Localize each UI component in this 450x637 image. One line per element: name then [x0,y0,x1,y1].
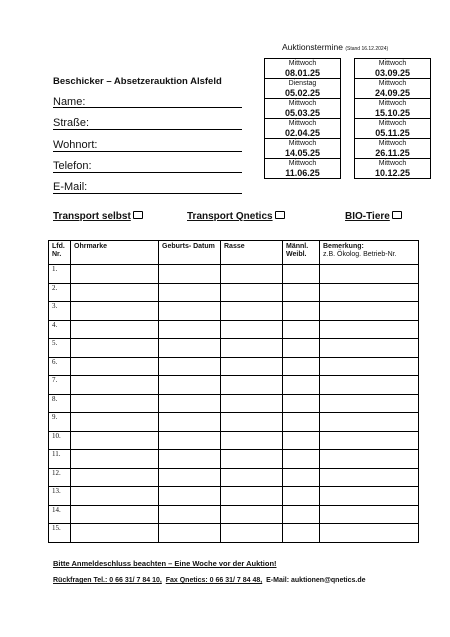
geburtsdatum-cell[interactable] [159,357,221,376]
schedule-date-cell [265,159,341,179]
geburtsdatum-cell[interactable] [159,320,221,339]
schedule-date-cell [355,139,431,159]
transport-qnetics-option[interactable] [187,211,285,222]
ohrmarke-cell[interactable] [71,450,159,469]
contact-phone: Rückfragen Tel.: 0 66 31/ 7 84 10, [53,577,162,584]
auction-schedule-table [264,58,431,179]
schedule-date: 14.05.25 [284,148,321,158]
schedule-weekday: Mittwoch [378,160,407,167]
schedule-weekday: Mittwoch [288,160,317,167]
field-label-wohnort: Wohnort: [53,139,98,151]
geburtsdatum-cell[interactable] [159,450,221,469]
geschlecht-cell[interactable] [283,431,320,450]
geschlecht-cell[interactable] [283,468,320,487]
table-row [49,320,419,339]
schedule-weekday: Mittwoch [378,140,407,147]
row-number: 6. [49,357,71,376]
geburtsdatum-cell[interactable] [159,431,221,450]
schedule-date-cell [265,59,341,79]
row-number: 12. [49,468,71,487]
schedule-weekday: Dienstag [288,80,317,87]
geburtsdatum-cell[interactable] [159,524,221,543]
contact-email: E-Mail: auktionen@qnetics.de [266,577,366,584]
schedule-gap [341,139,355,159]
geschlecht-cell[interactable] [283,357,320,376]
geschlecht-cell[interactable] [283,413,320,432]
schedule-weekday: Mittwoch [378,80,407,87]
bemerkung-cell[interactable] [320,413,419,432]
field-label-telefon: Telefon: [53,160,92,172]
header-bemerkung [320,241,419,265]
schedule-date-cell [265,79,341,99]
bemerkung-cell[interactable] [320,302,419,321]
ohrmarke-cell[interactable] [71,487,159,506]
schedule-weekday: Mittwoch [378,100,407,107]
geburtsdatum-cell[interactable] [159,302,221,321]
bemerkung-cell[interactable] [320,450,419,469]
rasse-cell[interactable] [221,524,283,543]
table-row [49,413,419,432]
geschlecht-cell[interactable] [283,394,320,413]
table-row [49,524,419,543]
rasse-cell[interactable] [221,357,283,376]
geburtsdatum-cell[interactable] [159,468,221,487]
schedule-stand: (Stand 16.12.2024) [345,46,389,52]
bemerkung-cell[interactable] [320,357,419,376]
schedule-date-cell [265,119,341,139]
field-line-wohnort[interactable] [53,151,242,152]
table-row [49,394,419,413]
schedule-weekday: Mittwoch [288,100,317,107]
ohrmarke-cell[interactable] [71,505,159,524]
deadline-note: Bitte Anmeldeschluss beachten – Eine Woche vor der Auktion! [53,559,277,568]
ohrmarke-cell[interactable] [71,431,159,450]
table-row [49,431,419,450]
schedule-weekday: Mittwoch [288,60,317,67]
rasse-cell[interactable] [221,505,283,524]
schedule-gap [341,119,355,139]
schedule-weekday: Mittwoch [288,140,317,147]
geschlecht-cell[interactable] [283,339,320,358]
rasse-cell[interactable] [221,413,283,432]
row-number: 5. [49,339,71,358]
ohrmarke-cell[interactable] [71,524,159,543]
header-bemerkung-title: Bemerkung: [323,243,364,250]
schedule-date: 02.04.25 [284,128,321,138]
bio-checkbox[interactable] [392,211,402,219]
table-row [49,468,419,487]
schedule-date: 05.11.25 [375,128,410,138]
table-row [49,487,419,506]
ohrmarke-cell[interactable] [71,357,159,376]
rasse-cell[interactable] [221,320,283,339]
schedule-row [265,79,431,99]
schedule-date-cell [355,99,431,119]
header-geschlecht: Männl. Weibl. [283,241,320,265]
geburtsdatum-cell[interactable] [159,487,221,506]
field-label-strasse: Straße: [53,117,90,129]
rasse-cell[interactable] [221,394,283,413]
geburtsdatum-cell[interactable] [159,394,221,413]
bemerkung-cell[interactable] [320,431,419,450]
geschlecht-cell[interactable] [283,524,320,543]
table-row [49,302,419,321]
schedule-date: 10.12.25 [374,168,411,178]
geburtsdatum-cell[interactable] [159,265,221,284]
schedule-date: 15.10.25 [374,108,411,118]
bio-option[interactable] [345,211,402,222]
bemerkung-cell[interactable] [320,394,419,413]
header-bemerkung-hint: z.B. Ökolog. Betrieb-Nr. [323,251,397,258]
contact-fax: Fax Qnetics: 0 66 31/ 7 84 48, [165,577,263,584]
rasse-cell[interactable] [221,450,283,469]
schedule-date: 03.09.25 [374,68,411,78]
row-number: 2. [49,283,71,302]
ohrmarke-cell[interactable] [71,468,159,487]
schedule-date-cell [265,99,341,119]
header-geburtsdatum: Geburts- Datum [159,241,221,265]
row-number: 4. [49,320,71,339]
schedule-date-cell [355,79,431,99]
schedule-row [265,159,431,179]
rasse-cell[interactable] [221,265,283,284]
bemerkung-cell[interactable] [320,505,419,524]
table-row [49,283,419,302]
header-lfd-nr: Lfd. Nr. [49,241,71,265]
schedule-title [282,42,388,52]
bemerkung-cell[interactable] [320,339,419,358]
schedule-date: 24.09.25 [374,88,411,98]
schedule-date-cell [355,59,431,79]
bio-label: BIO-Tiere [345,211,390,222]
geschlecht-cell[interactable] [283,283,320,302]
transport-self-label: Transport selbst [53,211,131,222]
ohrmarke-cell[interactable] [71,394,159,413]
ohrmarke-cell[interactable] [71,320,159,339]
transport-self-option[interactable] [53,211,143,222]
geschlecht-cell[interactable] [283,302,320,321]
schedule-date-cell [265,139,341,159]
ohrmarke-cell[interactable] [71,302,159,321]
bemerkung-cell[interactable] [320,376,419,395]
row-number: 13. [49,487,71,506]
table-header-row [49,241,419,265]
table-row [49,376,419,395]
rasse-cell[interactable] [221,487,283,506]
geburtsdatum-cell[interactable] [159,339,221,358]
ohrmarke-cell[interactable] [71,283,159,302]
row-number: 1. [49,265,71,284]
bemerkung-cell[interactable] [320,524,419,543]
geschlecht-cell[interactable] [283,320,320,339]
field-line-name[interactable] [53,107,242,108]
row-number: 15. [49,524,71,543]
form-title: Beschicker – Absetzerauktion Alsfeld [53,76,222,87]
animal-registration-table [48,240,419,543]
schedule-date-cell [355,159,431,179]
row-number: 8. [49,394,71,413]
transport-qnetics-checkbox[interactable] [275,211,285,219]
table-row [49,357,419,376]
ohrmarke-cell[interactable] [71,265,159,284]
rasse-cell[interactable] [221,283,283,302]
row-number: 3. [49,302,71,321]
geschlecht-cell[interactable] [283,487,320,506]
bemerkung-cell[interactable] [320,320,419,339]
field-line-email[interactable] [53,193,242,194]
schedule-weekday: Mittwoch [378,120,407,127]
geburtsdatum-cell[interactable] [159,413,221,432]
geschlecht-cell[interactable] [283,265,320,284]
bemerkung-cell[interactable] [320,283,419,302]
header-ohrmarke: Ohrmarke [71,241,159,265]
field-line-telefon[interactable] [53,172,242,173]
schedule-date: 05.02.25 [284,88,321,98]
rasse-cell[interactable] [221,302,283,321]
schedule-gap [341,159,355,179]
schedule-heading: Auktionstermine [282,42,343,52]
row-number: 11. [49,450,71,469]
table-row [49,339,419,358]
schedule-row [265,119,431,139]
schedule-date: 08.01.25 [284,68,321,78]
schedule-gap [341,79,355,99]
field-line-strasse[interactable] [53,129,242,130]
ohrmarke-cell[interactable] [71,413,159,432]
schedule-date: 11.06.25 [285,168,320,178]
schedule-row [265,99,431,119]
row-number: 9. [49,413,71,432]
rasse-cell[interactable] [221,339,283,358]
schedule-weekday: Mittwoch [288,120,317,127]
schedule-row [265,59,431,79]
geschlecht-cell[interactable] [283,505,320,524]
ohrmarke-cell[interactable] [71,376,159,395]
header-rasse: Rasse [221,241,283,265]
rasse-cell[interactable] [221,376,283,395]
bemerkung-cell[interactable] [320,487,419,506]
contact-line [53,577,366,584]
row-number: 14. [49,505,71,524]
schedule-weekday: Mittwoch [378,60,407,67]
table-row [49,505,419,524]
schedule-date: 05.03.25 [284,108,321,118]
schedule-gap [341,59,355,79]
field-label-email: E-Mail: [53,181,88,193]
transport-qnetics-label: Transport Qnetics [187,211,273,222]
bemerkung-cell[interactable] [320,265,419,284]
schedule-date: 26.11.25 [375,148,410,158]
geburtsdatum-cell[interactable] [159,505,221,524]
row-number: 10. [49,431,71,450]
bemerkung-cell[interactable] [320,468,419,487]
table-row [49,450,419,469]
geburtsdatum-cell[interactable] [159,376,221,395]
table-row [49,265,419,284]
row-number: 7. [49,376,71,395]
rasse-cell[interactable] [221,431,283,450]
geschlecht-cell[interactable] [283,450,320,469]
rasse-cell[interactable] [221,468,283,487]
geschlecht-cell[interactable] [283,376,320,395]
schedule-gap [341,99,355,119]
schedule-date-cell [355,119,431,139]
schedule-row [265,139,431,159]
geburtsdatum-cell[interactable] [159,283,221,302]
transport-self-checkbox[interactable] [133,211,143,219]
field-label-name: Name: [53,96,86,108]
ohrmarke-cell[interactable] [71,339,159,358]
